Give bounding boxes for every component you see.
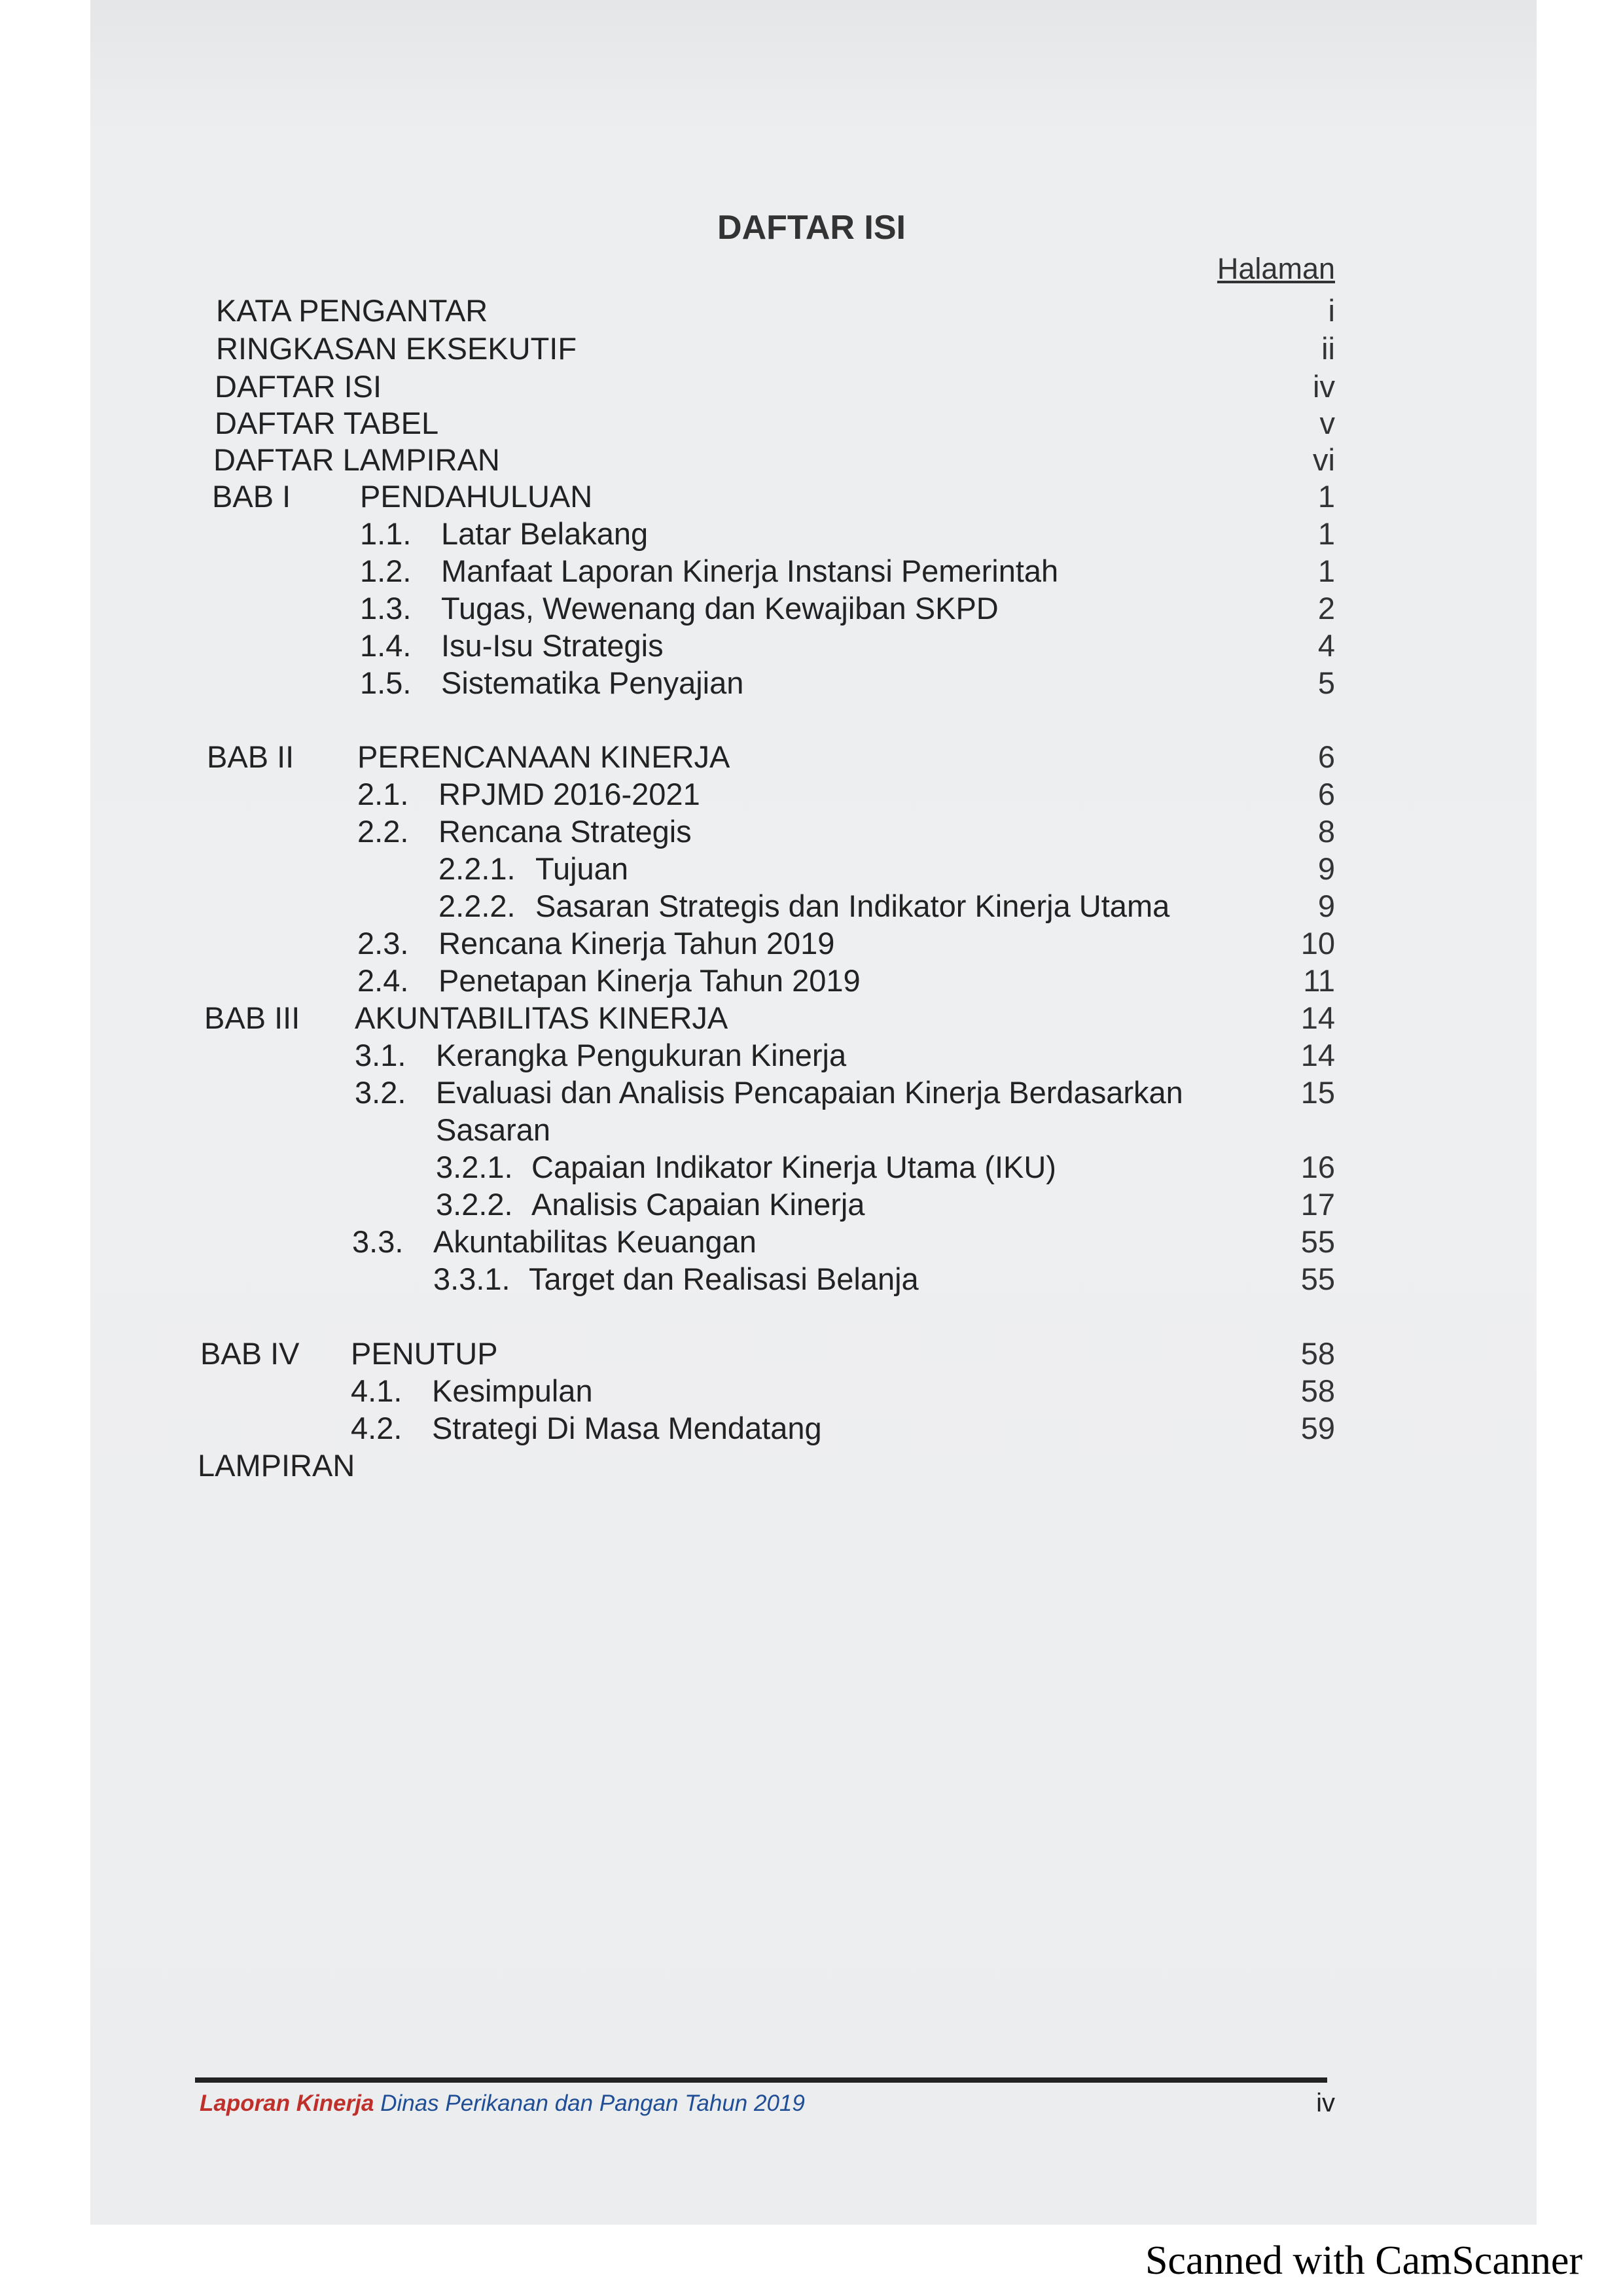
toc-text: Strategi Di Masa Mendatang [432, 1411, 822, 1445]
toc-entry[interactable] [0, 1186, 1623, 1224]
toc-entry[interactable] [0, 1261, 1623, 1299]
toc-text: Capaian Indikator Kinerja Utama (IKU) [531, 1150, 1056, 1184]
toc-entry[interactable] [0, 1037, 1623, 1075]
toc-page-number: 5 [1317, 665, 1335, 700]
toc-text: Rencana Kinerja Tahun 2019 [438, 926, 835, 961]
toc-page-number: 10 [1300, 926, 1335, 961]
toc-text: Sasaran [436, 1112, 551, 1147]
toc-page-number: 59 [1300, 1411, 1335, 1445]
toc-text: Sasaran Strategis dan Indikator Kinerja Utama [535, 889, 1170, 923]
toc-label: 2.1. [357, 777, 409, 811]
toc-entry[interactable] [0, 330, 1623, 368]
toc-page-number: 6 [1317, 777, 1335, 811]
toc-chapter[interactable] [0, 1000, 1623, 1038]
toc-page-number: i [1328, 293, 1335, 328]
toc-entry[interactable] [0, 516, 1623, 554]
toc-text: PENDAHULUAN [360, 479, 593, 514]
toc-entry[interactable] [0, 1410, 1623, 1448]
toc-page-number: 11 [1303, 963, 1335, 998]
toc-text: Isu-Isu Strategis [441, 628, 664, 663]
toc-entry[interactable] [0, 963, 1623, 1000]
toc-text: Sistematika Penyajian [441, 665, 744, 700]
toc-label: BAB II [207, 739, 294, 774]
toc-entry[interactable] [0, 813, 1623, 851]
toc-page-number: 1 [1317, 479, 1335, 514]
toc-entry[interactable] [0, 851, 1623, 889]
footer-report-title [200, 2091, 805, 2117]
toc-page-number: iv [1313, 369, 1335, 404]
page-title: DAFTAR ISI [717, 209, 906, 247]
toc-chapter[interactable] [0, 478, 1623, 516]
toc-label: DAFTAR ISI [215, 369, 382, 404]
footer-page-number: iv [1316, 2089, 1335, 2117]
toc-entry[interactable] [0, 888, 1623, 926]
toc-page-number: 14 [1300, 1000, 1335, 1035]
toc-text: Penetapan Kinerja Tahun 2019 [438, 963, 861, 998]
toc-entry[interactable] [0, 368, 1623, 406]
page-column-header: Halaman [1217, 252, 1335, 285]
footer-subtitle: Dinas Perikanan dan Pangan Tahun 2019 [380, 2091, 805, 2116]
toc-label: 2.3. [357, 926, 409, 961]
toc-label: 3.1. [355, 1038, 406, 1072]
scanner-watermark: Scanned with CamScanner [1145, 2238, 1582, 2283]
toc-page-number: 2 [1317, 591, 1335, 626]
toc-entry[interactable] [0, 925, 1623, 963]
toc-text: Manfaat Laporan Kinerja Instansi Pemerintah [441, 554, 1059, 588]
toc-page-number: 6 [1317, 739, 1335, 774]
toc-page-number: v [1319, 406, 1335, 440]
toc-label: 1.1. [360, 516, 412, 551]
toc-entry[interactable] [0, 292, 1623, 330]
toc-label: 4.2. [351, 1411, 402, 1445]
toc-entry[interactable] [0, 590, 1623, 628]
toc-label: 3.3.1. [433, 1262, 510, 1296]
toc-entry[interactable] [0, 405, 1623, 443]
toc-page-number: 55 [1300, 1224, 1335, 1259]
toc-page-number: 1 [1317, 554, 1335, 588]
toc-text: Rencana Strategis [438, 814, 692, 849]
toc-chapter[interactable] [0, 1335, 1623, 1373]
toc-text: RPJMD 2016-2021 [438, 777, 700, 811]
toc-text: Analisis Capaian Kinerja [531, 1187, 865, 1222]
toc-text: Tujuan [535, 851, 628, 886]
toc-entry[interactable] [0, 665, 1623, 703]
toc-entry[interactable] [0, 442, 1623, 480]
toc-page-number: 16 [1300, 1150, 1335, 1184]
toc-page-number: 8 [1317, 814, 1335, 849]
toc-entry[interactable] [0, 553, 1623, 591]
toc-page-number: 17 [1300, 1187, 1335, 1222]
toc-page-number: 55 [1300, 1262, 1335, 1296]
toc-entry[interactable] [0, 1447, 1623, 1485]
toc-page-number: 15 [1300, 1075, 1335, 1110]
toc-page-number: 4 [1317, 628, 1335, 663]
toc-chapter[interactable] [0, 739, 1623, 777]
footer-divider [195, 2077, 1327, 2083]
toc-label: RINGKASAN EKSEKUTIF [216, 331, 577, 366]
toc-text: PENUTUP [351, 1336, 498, 1371]
toc-label: DAFTAR LAMPIRAN [213, 442, 500, 477]
toc-entry[interactable] [0, 1373, 1623, 1411]
toc-label: LAMPIRAN [198, 1448, 355, 1483]
toc-label: 2.2.2. [438, 889, 516, 923]
toc-label: BAB I [212, 479, 291, 514]
toc-label: 3.2. [355, 1075, 406, 1110]
toc-text: AKUNTABILITAS KINERJA [355, 1000, 728, 1035]
toc-label: 3.2.2. [436, 1187, 513, 1222]
toc-text: Evaluasi dan Analisis Pencapaian Kinerja Berdasarkan [436, 1075, 1183, 1110]
toc-page-number: vi [1313, 442, 1335, 477]
toc-page-number: 9 [1317, 889, 1335, 923]
toc-label: KATA PENGANTAR [216, 293, 488, 328]
toc-entry[interactable] [0, 1149, 1623, 1187]
toc-page-number: 14 [1300, 1038, 1335, 1072]
toc-text: Akuntabilitas Keuangan [433, 1224, 757, 1259]
toc-label: 1.2. [360, 554, 412, 588]
toc-entry[interactable] [0, 776, 1623, 814]
toc-label: 1.5. [360, 665, 412, 700]
toc-label: 2.2. [357, 814, 409, 849]
toc-label: 1.4. [360, 628, 412, 663]
toc-page-number: ii [1321, 331, 1335, 366]
toc-entry-continuation [0, 1112, 1623, 1150]
toc-text: Kerangka Pengukuran Kinerja [436, 1038, 847, 1072]
toc-page-number: 58 [1300, 1336, 1335, 1371]
toc-page-number: 1 [1317, 516, 1335, 551]
toc-text: PERENCANAAN KINERJA [357, 739, 730, 774]
toc-entry[interactable] [0, 1074, 1623, 1112]
toc-label: 1.3. [360, 591, 412, 626]
toc-text: Target dan Realisasi Belanja [529, 1262, 919, 1296]
toc-text: Kesimpulan [432, 1373, 593, 1408]
toc-label: 2.2.1. [438, 851, 516, 886]
footer-brand: Laporan Kinerja [200, 2091, 374, 2116]
toc-label: 4.1. [351, 1373, 402, 1408]
toc-text: Latar Belakang [441, 516, 649, 551]
toc-label: 2.4. [357, 963, 409, 998]
toc-label: DAFTAR TABEL [215, 406, 439, 440]
toc-page-number: 9 [1317, 851, 1335, 886]
toc-label: BAB III [204, 1000, 300, 1035]
toc-label: BAB IV [200, 1336, 300, 1371]
toc-page-number: 58 [1300, 1373, 1335, 1408]
toc-label: 3.2.1. [436, 1150, 513, 1184]
toc-entry[interactable] [0, 627, 1623, 665]
toc-entry[interactable] [0, 1224, 1623, 1262]
toc-label: 3.3. [352, 1224, 404, 1259]
toc-text: Tugas, Wewenang dan Kewajiban SKPD [441, 591, 999, 626]
